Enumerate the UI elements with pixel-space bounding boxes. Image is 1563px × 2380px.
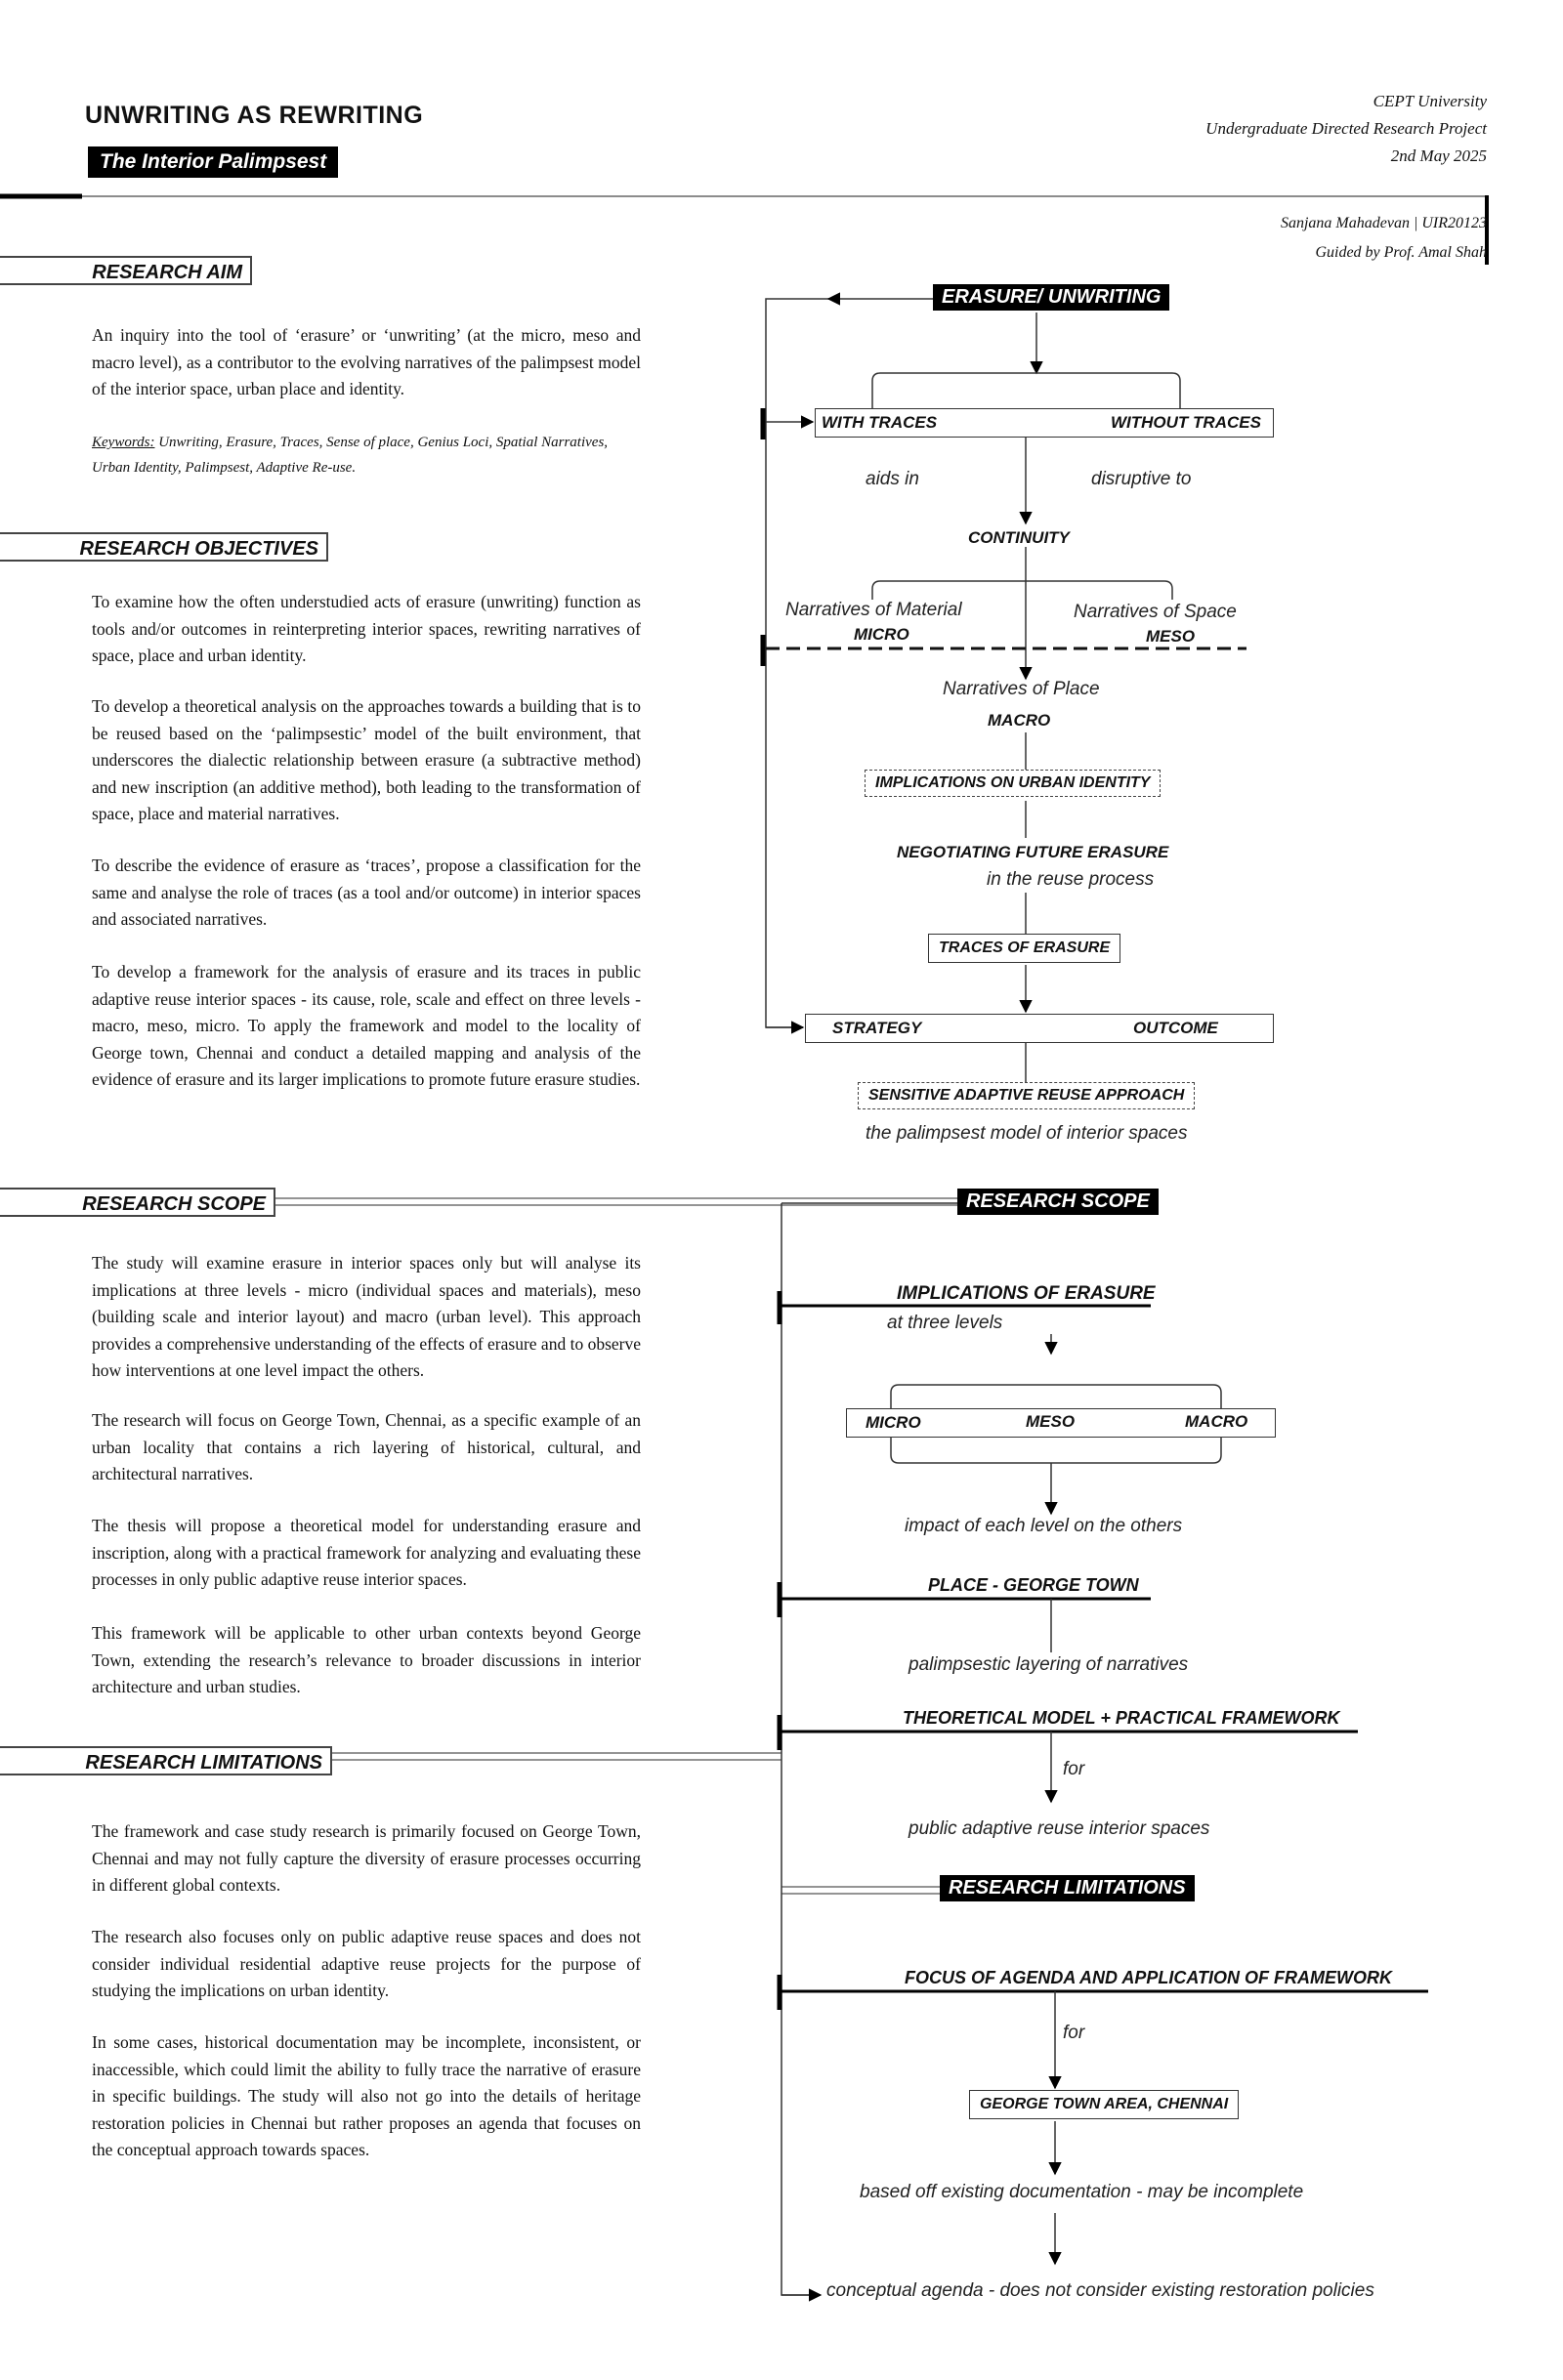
objective-paragraph: To develop a framework for the analysis of erasure and its traces in public adaptive reuse interior spaces - its cause, role, scale and effect on three levels - macro, meso, micro. To apply the framework and model to the locality of George town, Chennai and conduct a detailed mapping and analysis of the evidence of erasure and its larger implications to promote future erasure studies. — [92, 962, 641, 1089]
keywords — [92, 430, 641, 480]
objective-paragraph: To describe the evidence of erasure as ‘traces’, propose a classification for the same and analyse the role of traces (as a tool and/or outcome) in interior spaces and associated narratives. — [92, 856, 641, 929]
strategy-label: STRATEGY — [832, 1019, 922, 1037]
conceptual-agenda-label: conceptual agenda - does not consider existing restoration policies — [826, 2280, 1374, 2301]
header-info — [1205, 88, 1487, 170]
research-scope-heading: RESEARCH SCOPE — [0, 1188, 275, 1217]
author-info — [1281, 209, 1487, 268]
narratives-space-label: Narratives of Space — [1074, 602, 1237, 622]
meso-label: MESO — [1146, 627, 1196, 646]
research-limitations-title: RESEARCH LIMITATIONS — [940, 1875, 1195, 1901]
project-name: Undergraduate Directed Research Project — [1205, 119, 1487, 138]
institution: CEPT University — [1373, 92, 1487, 110]
meso-level-label: MESO — [1026, 1412, 1076, 1431]
narratives-material-label: Narratives of Material — [785, 600, 962, 620]
with-traces-label: WITH TRACES — [822, 413, 938, 432]
palimpsest-model-label: the palimpsest model of interior spaces — [866, 1123, 1188, 1144]
place-george-town-label: PLACE - GEORGE TOWN — [928, 1575, 1139, 1595]
reuse-process-label: in the reuse process — [987, 869, 1155, 890]
focus-agenda-label: FOCUS OF AGENDA AND APPLICATION OF FRAMEWORK — [905, 1968, 1392, 1987]
outcome-label: OUTCOME — [1133, 1019, 1218, 1037]
george-town-box: GEORGE TOWN AREA, CHENNAI — [969, 2090, 1239, 2119]
micro-label: MICRO — [854, 625, 909, 644]
layering-label: palimpsestic layering of narratives — [908, 1654, 1189, 1675]
scope-paragraph: The study will examine erasure in interior spaces only but will analyse its implications at three levels - micro (individual spaces and materials), meso (building scale and interior layout) and macro (urban level). This approach provides a comprehensive understanding of the effects of erasure and to observe how interventions at one level impact the others. — [92, 1253, 641, 1380]
scope-paragraph: This framework will be applicable to other urban contexts beyond George Town, extending the research’s relevance to broader discussions in interior architecture and urban studies. — [92, 1623, 641, 1696]
guide-name: Guided by Prof. Amal Shah — [1315, 244, 1487, 261]
scope-paragraph: The thesis will propose a theoretical model for understanding erasure and inscription, along with a practical framework for analyzing and evaluating these processes in only public adaptive reuse interior spaces. — [92, 1516, 641, 1589]
keywords-label: Keywords: — [92, 435, 155, 450]
erasure-title: ERASURE/ UNWRITING — [933, 284, 1169, 311]
author-name: Sanjana Mahadevan | UIR20123 — [1280, 215, 1487, 231]
research-limitations-heading: RESEARCH LIMITATIONS — [0, 1746, 332, 1775]
research-aim-heading: RESEARCH AIM — [0, 256, 252, 285]
documentation-label: based off existing documentation - may be incomplete — [860, 2182, 1304, 2202]
implications-of-erasure-label: IMPLICATIONS OF ERASURE — [897, 1283, 1156, 1304]
for-label: for — [1063, 1759, 1085, 1779]
research-objectives-heading: RESEARCH OBJECTIVES — [0, 532, 328, 562]
macro-label: MACRO — [988, 711, 1051, 730]
limitations-paragraph: The research also focuses only on public adaptive reuse spaces and does not consider individual residential adaptive reuse projects for the purpose of studying the implications on urban identity. — [92, 1927, 641, 2000]
page-title: UNWRITING AS REWRITING — [85, 102, 424, 129]
impact-label: impact of each level on the others — [905, 1516, 1183, 1536]
traces-of-erasure-box: TRACES OF ERASURE — [928, 934, 1120, 963]
aids-in-label: aids in — [866, 469, 919, 489]
three-levels-label: at three levels — [887, 1313, 1003, 1333]
objective-paragraph: To develop a theoretical analysis on the approaches towards a building that is to be reused based on the ‘palimpsestic’ model of the built environment, that underscores the dialectic relationship between erasure (a subtractive method) and new inscription (an additive method), both leading to the transformation of space, place and material narratives. — [92, 696, 641, 823]
keywords-list: Unwriting, Erasure, Traces, Sense of place, Genius Loci, Spatial Narratives, Urban Identity, Palimpsest, Adaptive Re-use. — [92, 435, 609, 476]
model-framework-label: THEORETICAL MODEL + PRACTICAL FRAMEWORK — [903, 1708, 1340, 1728]
research-scope-title: RESEARCH SCOPE — [957, 1189, 1159, 1215]
negotiating-erasure-label: NEGOTIATING FUTURE ERASURE — [897, 843, 1169, 861]
without-traces-label: WITHOUT TRACES — [1111, 413, 1261, 432]
narratives-place-label: Narratives of Place — [943, 679, 1100, 699]
macro-level-label: MACRO — [1185, 1412, 1248, 1431]
micro-level-label: MICRO — [866, 1413, 921, 1432]
limitations-paragraph: The framework and case study research is primarily focused on George Town, Chennai and may not fully capture the diversity of erasure processes occurring in different global contexts. — [92, 1821, 641, 1895]
objective-paragraph: To examine how the often understudied acts of erasure (unwriting) function as tools and/or outcomes in reinterpreting interior spaces, rewriting narratives of space, place and urban identity. — [92, 592, 641, 665]
research-aim-text: An inquiry into the tool of ‘erasure’ or ‘unwriting’ (at the micro, meso and macro level), as a contributor to the evolving narratives of the palimpsest model of the interior space, urban place and identity. — [92, 325, 641, 398]
project-date: 2nd May 2025 — [1390, 146, 1487, 165]
limitations-paragraph: In some cases, historical documentation may be incomplete, inconsistent, or inaccessible, which could limit the ability to fully trace the narrative of erasure in specific buildings. The study will also not go into the details of heritage restoration policies in Chennai but rather proposes an agenda that focuses on the conceptual approach towards spaces. — [92, 2032, 641, 2159]
implications-urban-identity-box: IMPLICATIONS ON URBAN IDENTITY — [865, 770, 1161, 797]
disruptive-to-label: disruptive to — [1091, 469, 1192, 489]
scope-paragraph: The research will focus on George Town, Chennai, as a specific example of an urban locality that contains a rich layering of historical, cultural, and architectural narratives. — [92, 1410, 641, 1483]
continuity-label: CONTINUITY — [968, 528, 1070, 547]
public-reuse-label: public adaptive reuse interior spaces — [908, 1818, 1210, 1839]
page-subtitle: The Interior Palimpsest — [88, 146, 338, 178]
for-label-2: for — [1063, 2023, 1085, 2043]
sensitive-reuse-box: SENSITIVE ADAPTIVE REUSE APPROACH — [858, 1082, 1195, 1109]
